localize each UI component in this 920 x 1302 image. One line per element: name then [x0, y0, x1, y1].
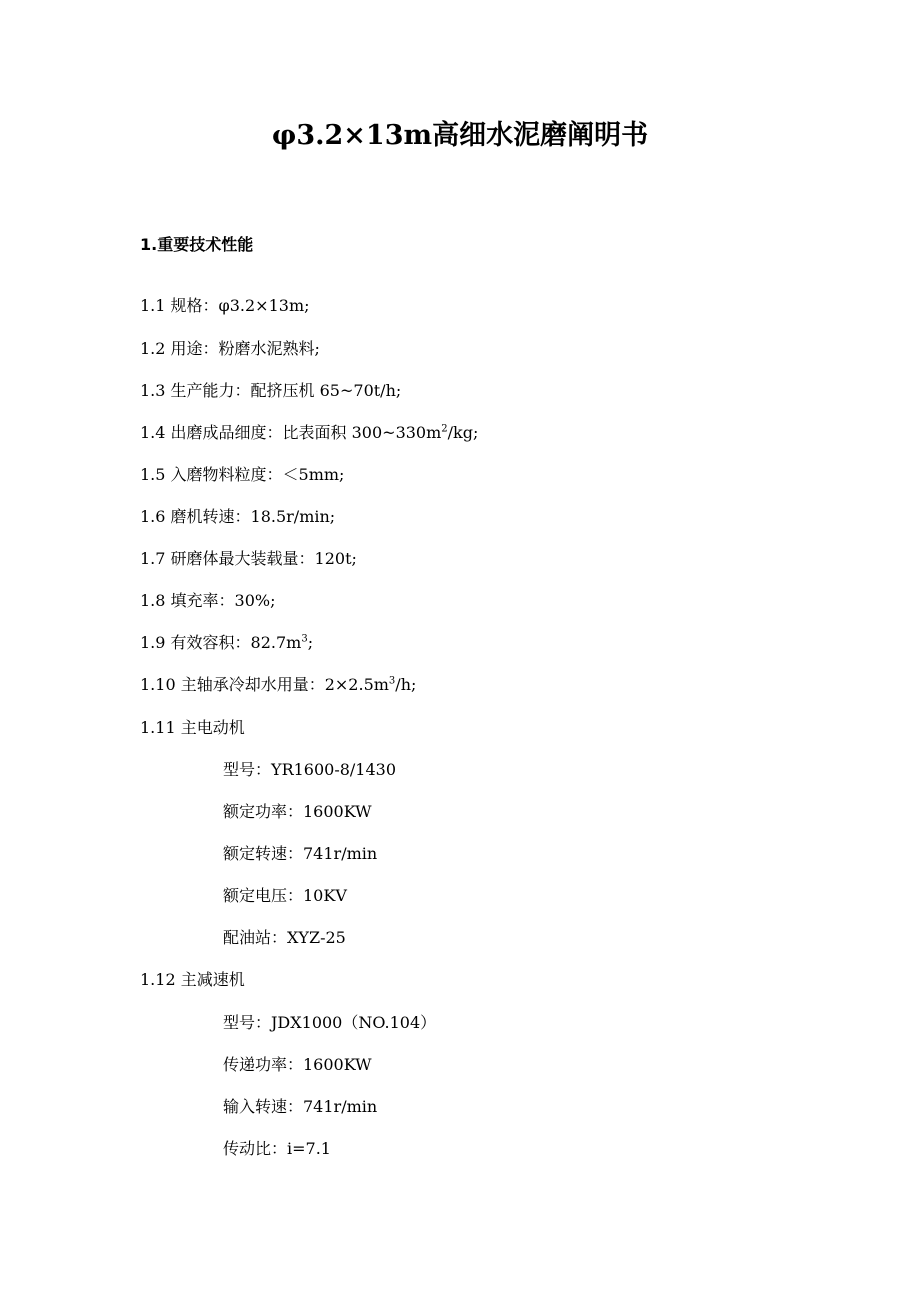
spec-line-max-load: 1.7 研磨体最大装载量：120t;: [140, 549, 357, 568]
spec-subline-oil-station: 配油站：XYZ-25: [223, 928, 346, 947]
text-part: ;: [307, 633, 314, 652]
spec-line-feed-size: 1.5 入磨物料粒度：＜5mm;: [140, 465, 345, 484]
spec-subline-motor-power: 额定功率：1600KW: [223, 802, 372, 821]
spec-line-specification: 1.1 规格：φ3.2×13m;: [140, 296, 310, 315]
superscript: 3: [301, 633, 308, 645]
spec-subline-reducer-model: 型号：JDX1000（NO.104）: [223, 1013, 437, 1032]
superscript: 3: [388, 675, 396, 687]
spec-line-usage: 1.2 用途：粉磨水泥熟料;: [140, 339, 320, 358]
spec-subline-input-speed: 输入转速：741r/min: [223, 1097, 378, 1116]
spec-line-main-motor: 1.11 主电动机: [140, 718, 245, 737]
spec-subline-ratio: 传动比：i=7.1: [223, 1139, 331, 1158]
spec-line-capacity: 1.3 生产能力：配挤压机 65~70t/h;: [140, 381, 402, 400]
spec-line-fineness: [140, 421, 478, 445]
spec-subline-motor-model: 型号：YR1600-8/1430: [223, 760, 397, 779]
document-title: φ3.2×13m高细水泥磨阐明书: [271, 120, 649, 151]
section-heading: 1.重要技术性能: [140, 235, 254, 254]
spec-line-volume: [140, 631, 313, 655]
text-part: /h;: [395, 675, 417, 694]
text-part: 1.9 有效容积：82.7m: [140, 633, 302, 652]
spec-line-reducer: 1.12 主减速机: [140, 970, 245, 989]
spec-line-cooling-water: [140, 673, 416, 697]
spec-subline-motor-voltage: 额定电压：10KV: [223, 886, 347, 905]
text-part: /kg;: [447, 423, 479, 442]
spec-subline-motor-speed: 额定转速：741r/min: [223, 844, 378, 863]
superscript: 2: [441, 423, 448, 435]
spec-subline-reducer-power: 传递功率：1600KW: [223, 1055, 372, 1074]
text-part: 1.4 出磨成品细度：比表面积 300~330m: [140, 423, 442, 442]
spec-line-fill-rate: 1.8 填充率：30%;: [140, 591, 276, 610]
spec-line-speed: 1.6 磨机转速：18.5r/min;: [140, 507, 336, 526]
text-part: 1.10 主轴承冷却水用量：2×2.5m: [140, 675, 389, 694]
